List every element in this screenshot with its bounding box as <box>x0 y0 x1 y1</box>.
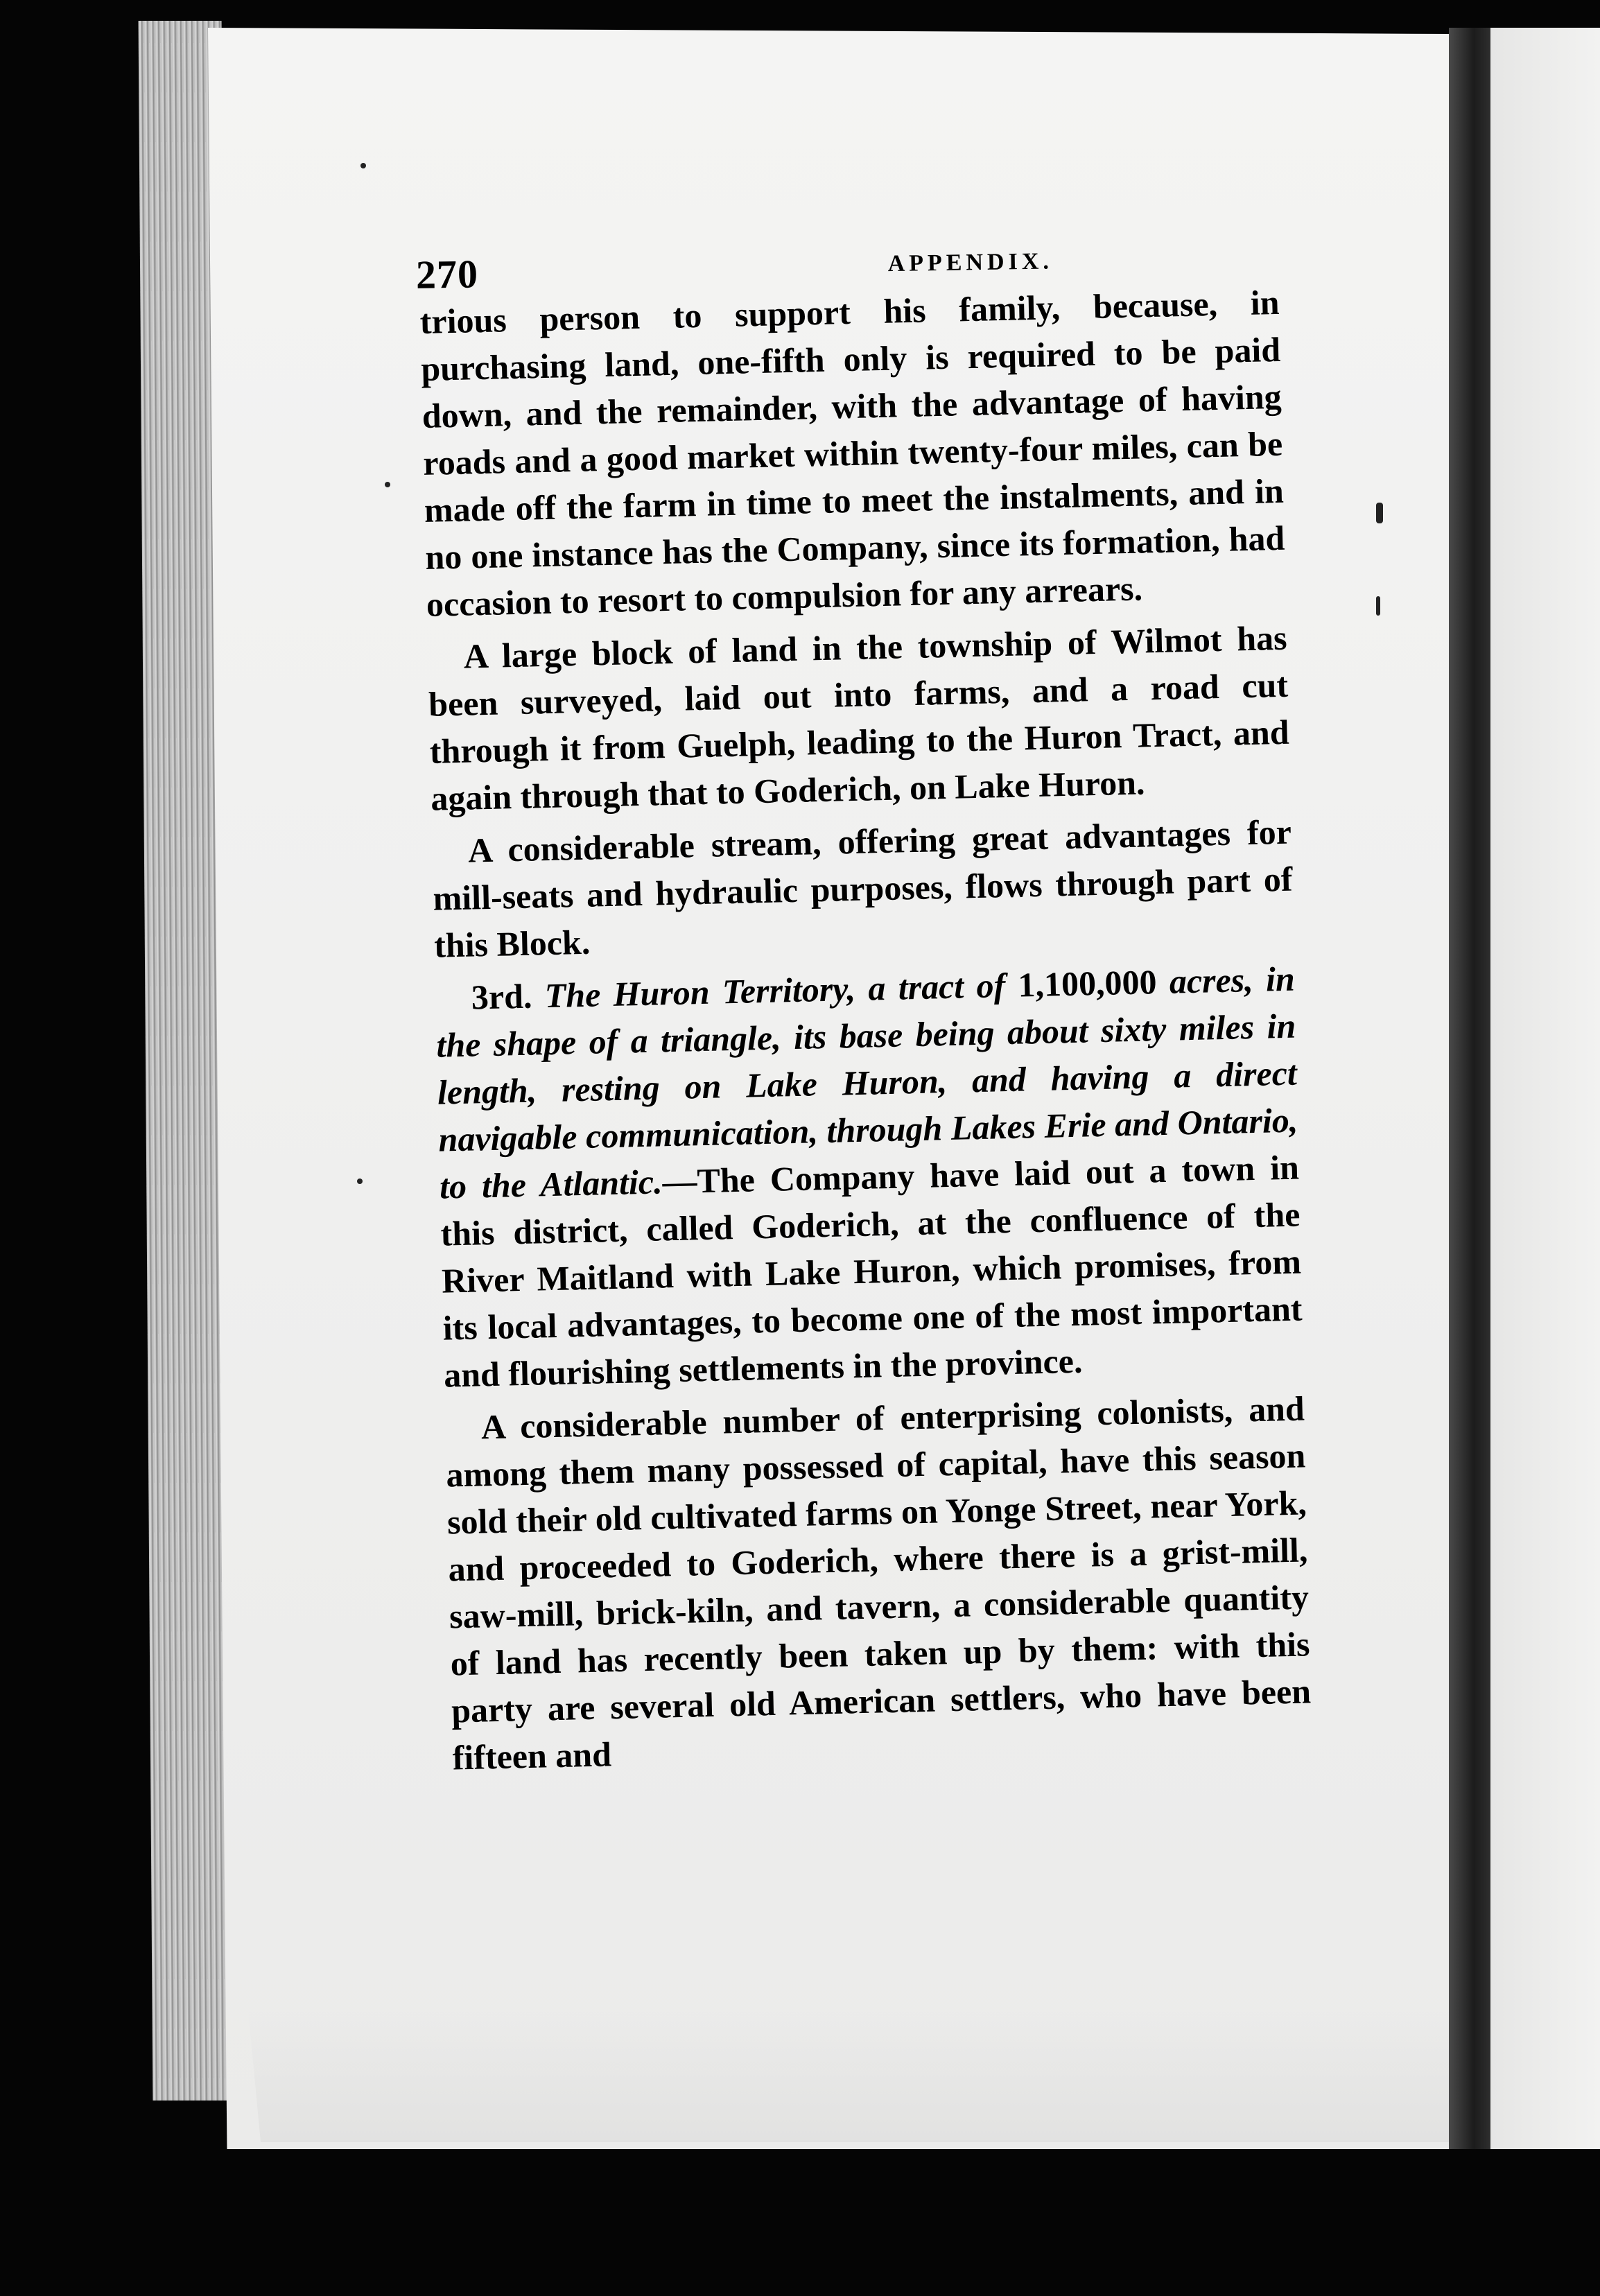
paragraph-rest: —The Company have laid out a town in this district, called Goderich, at the confluence of the River Maitland with Lake Huron, which promises, from its local advantages, to become one of the most important and flourishing settlements in the province. <box>440 1147 1303 1395</box>
facing-page-edge <box>1490 28 1600 2149</box>
scan-speck <box>357 1179 363 1184</box>
page-bottom-shading <box>236 2010 1484 2142</box>
running-head: APPENDIX. <box>887 248 1054 277</box>
page-number: 270 <box>415 251 479 297</box>
scan-speck <box>1376 596 1380 616</box>
acreage-number: 1,100,000 <box>1017 962 1158 1004</box>
paragraph-wilmot-block: A large block of land in the township of Wilmot has been surveyed, laid out into farms, and a road cut through it from Guelph, leading to the Huron Tract, and again through that to Goderich, on Lake Huron. <box>428 618 1290 818</box>
paragraph-continuation: trious person to support his family, because, in purchasing land, one-fifth only is required to be paid down, and the remainder, with the advantage of having roads and a good market within twenty-four miles, can be made off the farm in time to meet the instalments, and in no one instance has the Company, since its formation, had occasion to resort to compulsion for any arrears. <box>419 282 1285 624</box>
scan-speck <box>1376 503 1383 523</box>
scan-speck <box>385 482 390 487</box>
section-lead: 3rd. <box>471 976 533 1017</box>
book-gutter <box>1449 28 1490 2149</box>
paragraph-colonists: A considerable number of enterprising colonists, and among them many possessed of capital, have this season sold their old cultivated farms on Yonge Street, near York, and proceeded to Goderich, where there is a grist-mill, saw-mill, brick-kiln, and tavern, a considerable quantity of land has recently been taken up by them: with this party are several old American settlers, who have been fifteen and <box>445 1389 1312 1777</box>
page-body <box>419 279 1312 1787</box>
italic-text-2: acres, in the shape of a triangle, its base being about sixty miles in length, resting on Lake Huron, and having a direct navigable communication, through Lakes Erie and Ontario, to the Atlantic. <box>435 959 1298 1206</box>
italic-text-1: The Huron Territory, a tract of <box>544 966 1006 1016</box>
paragraph-stream: A considerable stream, offering great advantages for mill-seats and hydraulic purposes, flows through part of this Block. <box>433 812 1293 965</box>
scan-speck <box>360 163 366 168</box>
paragraph-huron-territory <box>435 955 1304 1399</box>
